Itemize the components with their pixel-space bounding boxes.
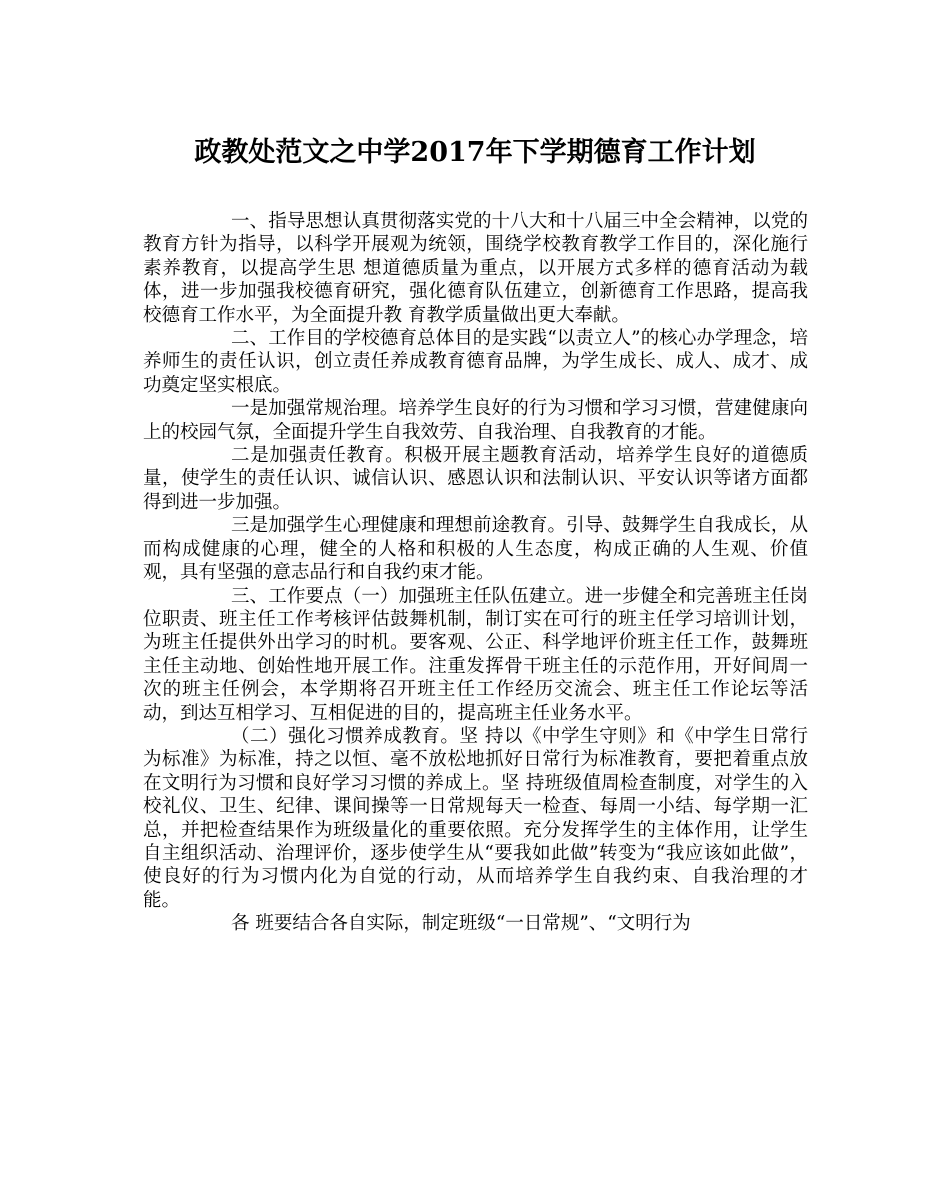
paragraph-routine-management: 一是加强常规治理。培养学生良好的行为习惯和学习习惯，营建健康向上的校园气氛，全面提升学生自我效劳、自我治理、自我教育的才能。 — [143, 398, 808, 443]
paragraph-work-goals: 二、工作目的学校德育总体目的是实践“以责立人”的核心办学理念，培养师生的责任认识，创立责任养成教育德育品牌，为学生成长、成人、成才、成功奠定坚实根底。 — [143, 328, 808, 396]
paragraph-responsibility-education: 二是加强责任教育。积极开展主题教育活动，培养学生良好的道德质量，使学生的责任认识、诚信认识、感恩认识和法制认识、平安认识等诸方面都得到进一步加强。 — [143, 445, 808, 513]
document-title: 政教处范文之中学2017年下学期德育工作计划 — [194, 137, 756, 168]
paragraph-habit-education: （二）强化习惯养成教育。坚 持以《中学生守则》和《中学生日常行为标准》为标准，持之以恒、毫不放松地抓好日常行为标准教育，要把着重点放在文明行为习惯和良好学习习惯的养成上。坚 持班级值周检查制度，对学生的入校礼仪、卫生、纪律、课间操等一日常规每天一检查、每周一小结、每学期一汇总，并把检查结果作为班级量化的重要依照。充分发挥学生的主体作用，让学生自主组织活动、治理评价，逐步使学生从“要我如此做”转变为“我应该如此做”，使良好的行为习惯内化为自觉的行动，从而培养学生自我约束、自我治理的才能。 — [143, 725, 808, 911]
paragraph-teacher-team: 三、工作要点（一）加强班主任队伍建立。进一步健全和完善班主任岗位职责、班主任工作考核评估鼓舞机制，制订实在可行的班主任学习培训计划，为班主任提供外出学习的时机。要客观、公正、科学地评价班主任工作，鼓舞班主任主动地、创始性地开展工作。注重发挥骨干班主任的示范作用，开好间周一次的班主任例会，本学期将召开班主任工作经历交流会、班主任工作论坛等活动，到达互相学习、互相促进的目的，提高班主任业务水平。 — [143, 585, 808, 724]
paragraph-class-rules: 各 班要结合各自实际，制定班级“一日常规”、“文明行为 — [231, 913, 691, 935]
paragraph-mental-health: 三是加强学生心理健康和理想前途教育。引导、鼓舞学生自我成长，从而构成健康的心理，健全的人格和积极的人生态度，构成正确的人生观、价值观，具有坚强的意志品行和自我约束才能。 — [143, 515, 808, 584]
paragraph-guiding-ideology: 一、指导思想认真贯彻落实党的十八大和十八届三中全会精神，以党的教育方针为指导，以科学开展观为统领，围绕学校教育教学工作目的，深化施行素养教育，以提高学生思 想道德质量为重点，以开展方式多样的德育活动为载体，进一步加强我校德育研究，强化德育队伍建立，创新德育工作思路，提高我校德育工作水平，为全面提升教 育教学质量做出更大奉献。 — [143, 211, 808, 326]
document-body — [143, 210, 808, 936]
